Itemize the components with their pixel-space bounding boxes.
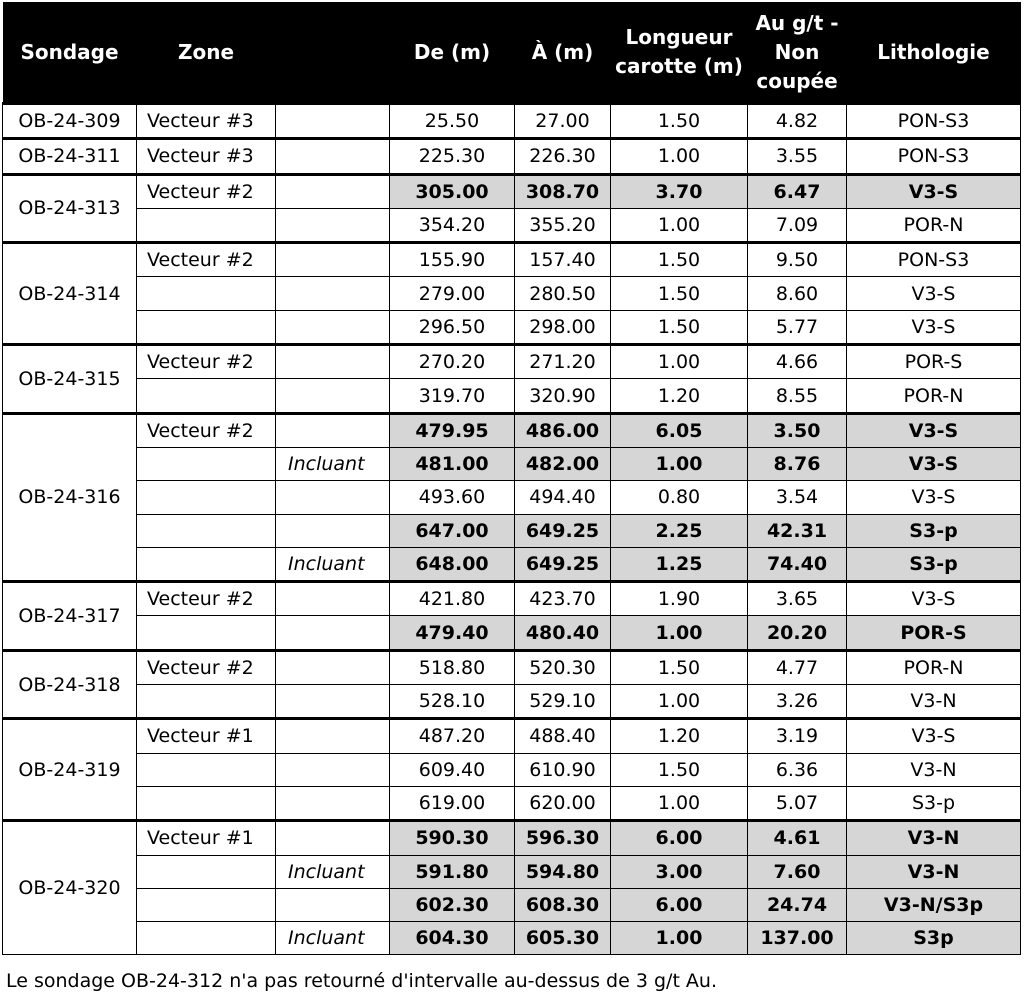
table-row	[3, 514, 1021, 547]
longueur-cell: 1.00	[611, 139, 748, 174]
zone-cell	[137, 922, 276, 955]
longueur-cell: 1.90	[611, 582, 748, 616]
table-body	[3, 104, 1021, 955]
au-cell: 5.77	[748, 310, 847, 344]
de-cell: 319.70	[390, 379, 515, 413]
lithologie-cell: V3-S	[847, 413, 1021, 447]
table-row	[3, 547, 1021, 581]
zone-cell	[137, 379, 276, 413]
lithologie-cell: V3-S	[847, 174, 1021, 208]
longueur-cell: 1.50	[611, 277, 748, 310]
a-cell: 596.30	[515, 821, 611, 855]
de-cell: 602.30	[390, 888, 515, 921]
de-cell: 225.30	[390, 139, 515, 174]
zone-cell	[137, 277, 276, 310]
lithologie-cell: V3-N	[847, 685, 1021, 719]
sub-cell: Incluant	[276, 547, 390, 581]
table-row	[3, 310, 1021, 344]
zone-cell	[137, 753, 276, 786]
zone-cell: Vecteur #2	[137, 243, 276, 277]
zone-cell: Vecteur #2	[137, 174, 276, 208]
lithologie-cell: S3-p	[847, 547, 1021, 581]
longueur-cell: 1.50	[611, 104, 748, 139]
lithologie-cell: S3-p	[847, 514, 1021, 547]
de-cell: 590.30	[390, 821, 515, 855]
a-cell: 27.00	[515, 104, 611, 139]
lithologie-cell: POR-N	[847, 650, 1021, 684]
sub-cell: Incluant	[276, 922, 390, 955]
de-cell: 305.00	[390, 174, 515, 208]
au-cell: 8.76	[748, 447, 847, 480]
zone-cell: Vecteur #2	[137, 413, 276, 447]
zone-cell	[137, 481, 276, 514]
zone-cell: Vecteur #2	[137, 582, 276, 616]
table-row	[3, 719, 1021, 753]
a-cell: 605.30	[515, 922, 611, 955]
au-cell: 4.66	[748, 345, 847, 379]
de-cell: 481.00	[390, 447, 515, 480]
longueur-cell: 0.80	[611, 481, 748, 514]
au-cell: 42.31	[748, 514, 847, 547]
au-cell: 3.19	[748, 719, 847, 753]
sub-cell: Incluant	[276, 855, 390, 888]
table-row	[3, 208, 1021, 242]
lithologie-cell: PON-S3	[847, 104, 1021, 139]
lithologie-cell: POR-S	[847, 616, 1021, 650]
header-de: De (m)	[390, 2, 515, 104]
table-row	[3, 685, 1021, 719]
au-cell: 3.50	[748, 413, 847, 447]
longueur-cell: 6.00	[611, 888, 748, 921]
table-row	[3, 447, 1021, 480]
table-row	[3, 582, 1021, 616]
de-cell: 609.40	[390, 753, 515, 786]
zone-cell: Vecteur #3	[137, 139, 276, 174]
table-row	[3, 922, 1021, 955]
lithologie-cell: POR-N	[847, 208, 1021, 242]
au-cell: 3.54	[748, 481, 847, 514]
a-cell: 520.30	[515, 650, 611, 684]
sub-cell	[276, 243, 390, 277]
longueur-cell: 1.00	[611, 685, 748, 719]
a-cell: 649.25	[515, 547, 611, 581]
sub-cell	[276, 481, 390, 514]
table-row	[3, 139, 1021, 174]
lithologie-cell: PON-S3	[847, 139, 1021, 174]
au-cell: 8.55	[748, 379, 847, 413]
sub-cell	[276, 685, 390, 719]
de-cell: 479.40	[390, 616, 515, 650]
lithologie-cell: V3-N	[847, 855, 1021, 888]
a-cell: 355.20	[515, 208, 611, 242]
au-cell: 4.82	[748, 104, 847, 139]
au-cell: 6.47	[748, 174, 847, 208]
table-row	[3, 345, 1021, 379]
sub-cell	[276, 582, 390, 616]
sondage-cell: OB-24-317	[3, 582, 137, 651]
a-cell: 486.00	[515, 413, 611, 447]
sub-cell	[276, 139, 390, 174]
lithologie-cell: V3-N	[847, 821, 1021, 855]
sub-cell	[276, 413, 390, 447]
longueur-cell: 6.05	[611, 413, 748, 447]
a-cell: 594.80	[515, 855, 611, 888]
header-a: À (m)	[515, 2, 611, 104]
sondage-cell: OB-24-311	[3, 139, 137, 174]
longueur-cell: 1.25	[611, 547, 748, 581]
sondage-cell: OB-24-318	[3, 650, 137, 719]
a-cell: 608.30	[515, 888, 611, 921]
lithologie-cell: POR-N	[847, 379, 1021, 413]
lithologie-cell: V3-S	[847, 719, 1021, 753]
a-cell: 226.30	[515, 139, 611, 174]
header-longueur: Longueur carotte (m)	[611, 2, 748, 104]
a-cell: 308.70	[515, 174, 611, 208]
zone-cell	[137, 888, 276, 921]
longueur-cell: 1.50	[611, 753, 748, 786]
sub-cell	[276, 514, 390, 547]
lithologie-cell: V3-S	[847, 277, 1021, 310]
de-cell: 518.80	[390, 650, 515, 684]
sub-cell	[276, 616, 390, 650]
de-cell: 493.60	[390, 481, 515, 514]
sondage-cell: OB-24-320	[3, 821, 137, 955]
table-row	[3, 481, 1021, 514]
sub-cell	[276, 821, 390, 855]
de-cell: 25.50	[390, 104, 515, 139]
table-row	[3, 174, 1021, 208]
lithologie-cell: S3p	[847, 922, 1021, 955]
longueur-cell: 1.00	[611, 447, 748, 480]
de-cell: 421.80	[390, 582, 515, 616]
sondage-cell: OB-24-319	[3, 719, 137, 821]
lithologie-cell: V3-N	[847, 753, 1021, 786]
footnote: Le sondage OB-24-312 n'a pas retourné d'intervalle au-dessus de 3 g/t Au.	[6, 970, 718, 992]
zone-cell	[137, 855, 276, 888]
au-cell: 6.36	[748, 753, 847, 786]
longueur-cell: 1.50	[611, 243, 748, 277]
a-cell: 320.90	[515, 379, 611, 413]
au-cell: 4.61	[748, 821, 847, 855]
lithologie-cell: V3-S	[847, 447, 1021, 480]
sondage-cell: OB-24-315	[3, 345, 137, 414]
longueur-cell: 1.20	[611, 379, 748, 413]
zone-cell	[137, 447, 276, 480]
zone-cell	[137, 310, 276, 344]
table-row	[3, 753, 1021, 786]
longueur-cell: 1.00	[611, 786, 748, 820]
sub-cell	[276, 104, 390, 139]
au-cell: 7.60	[748, 855, 847, 888]
longueur-cell: 1.00	[611, 208, 748, 242]
de-cell: 279.00	[390, 277, 515, 310]
longueur-cell: 1.00	[611, 616, 748, 650]
a-cell: 610.90	[515, 753, 611, 786]
a-cell: 529.10	[515, 685, 611, 719]
a-cell: 423.70	[515, 582, 611, 616]
au-cell: 137.00	[748, 922, 847, 955]
lithologie-cell: V3-S	[847, 481, 1021, 514]
de-cell: 604.30	[390, 922, 515, 955]
table-row	[3, 888, 1021, 921]
a-cell: 157.40	[515, 243, 611, 277]
de-cell: 354.20	[390, 208, 515, 242]
zone-cell: Vecteur #1	[137, 719, 276, 753]
zone-cell	[137, 685, 276, 719]
table-row	[3, 379, 1021, 413]
au-cell: 8.60	[748, 277, 847, 310]
de-cell: 528.10	[390, 685, 515, 719]
sub-cell	[276, 310, 390, 344]
header-au: Au g/t - Non coupée	[748, 2, 847, 104]
header-lithologie: Lithologie	[847, 2, 1021, 104]
table-row	[3, 786, 1021, 820]
sub-cell	[276, 650, 390, 684]
drill-results-table	[2, 2, 1021, 955]
sub-cell	[276, 888, 390, 921]
sub-cell	[276, 174, 390, 208]
header-sondage: Sondage	[3, 2, 137, 104]
a-cell: 280.50	[515, 277, 611, 310]
zone-cell	[137, 514, 276, 547]
de-cell: 479.95	[390, 413, 515, 447]
de-cell: 487.20	[390, 719, 515, 753]
longueur-cell: 1.20	[611, 719, 748, 753]
de-cell: 270.20	[390, 345, 515, 379]
sub-cell	[276, 379, 390, 413]
au-cell: 7.09	[748, 208, 847, 242]
longueur-cell: 3.00	[611, 855, 748, 888]
sub-cell	[276, 345, 390, 379]
zone-cell: Vecteur #2	[137, 345, 276, 379]
a-cell: 649.25	[515, 514, 611, 547]
lithologie-cell: S3-p	[847, 786, 1021, 820]
table-row	[3, 277, 1021, 310]
a-cell: 620.00	[515, 786, 611, 820]
table-row	[3, 413, 1021, 447]
de-cell: 619.00	[390, 786, 515, 820]
zone-cell	[137, 786, 276, 820]
longueur-cell: 6.00	[611, 821, 748, 855]
sondage-cell: OB-24-316	[3, 413, 137, 581]
lithologie-cell: V3-S	[847, 310, 1021, 344]
longueur-cell: 3.70	[611, 174, 748, 208]
table-row	[3, 243, 1021, 277]
header-zone: Zone	[137, 2, 276, 104]
table-row	[3, 855, 1021, 888]
sondage-cell: OB-24-309	[3, 104, 137, 139]
de-cell: 155.90	[390, 243, 515, 277]
header-blank	[276, 2, 390, 104]
longueur-cell: 1.00	[611, 922, 748, 955]
zone-cell	[137, 547, 276, 581]
zone-cell: Vecteur #1	[137, 821, 276, 855]
table-row	[3, 650, 1021, 684]
a-cell: 494.40	[515, 481, 611, 514]
a-cell: 480.40	[515, 616, 611, 650]
au-cell: 9.50	[748, 243, 847, 277]
sub-cell: Incluant	[276, 447, 390, 480]
sondage-cell: OB-24-313	[3, 174, 137, 243]
sondage-cell: OB-24-314	[3, 243, 137, 345]
table-row	[3, 104, 1021, 139]
au-cell: 3.55	[748, 139, 847, 174]
longueur-cell: 1.50	[611, 650, 748, 684]
sub-cell	[276, 719, 390, 753]
zone-cell	[137, 208, 276, 242]
au-cell: 74.40	[748, 547, 847, 581]
de-cell: 647.00	[390, 514, 515, 547]
au-cell: 5.07	[748, 786, 847, 820]
de-cell: 296.50	[390, 310, 515, 344]
a-cell: 298.00	[515, 310, 611, 344]
lithologie-cell: PON-S3	[847, 243, 1021, 277]
a-cell: 482.00	[515, 447, 611, 480]
longueur-cell: 2.25	[611, 514, 748, 547]
table-row	[3, 616, 1021, 650]
sub-cell	[276, 208, 390, 242]
sub-cell	[276, 277, 390, 310]
au-cell: 20.20	[748, 616, 847, 650]
zone-cell: Vecteur #3	[137, 104, 276, 139]
header-row	[3, 2, 1021, 104]
a-cell: 488.40	[515, 719, 611, 753]
lithologie-cell: POR-S	[847, 345, 1021, 379]
au-cell: 3.26	[748, 685, 847, 719]
de-cell: 591.80	[390, 855, 515, 888]
sub-cell	[276, 753, 390, 786]
longueur-cell: 1.50	[611, 310, 748, 344]
zone-cell: Vecteur #2	[137, 650, 276, 684]
de-cell: 648.00	[390, 547, 515, 581]
table-row	[3, 821, 1021, 855]
au-cell: 3.65	[748, 582, 847, 616]
longueur-cell: 1.00	[611, 345, 748, 379]
sub-cell	[276, 786, 390, 820]
au-cell: 4.77	[748, 650, 847, 684]
lithologie-cell: V3-N/S3p	[847, 888, 1021, 921]
au-cell: 24.74	[748, 888, 847, 921]
a-cell: 271.20	[515, 345, 611, 379]
lithologie-cell: V3-S	[847, 582, 1021, 616]
zone-cell	[137, 616, 276, 650]
